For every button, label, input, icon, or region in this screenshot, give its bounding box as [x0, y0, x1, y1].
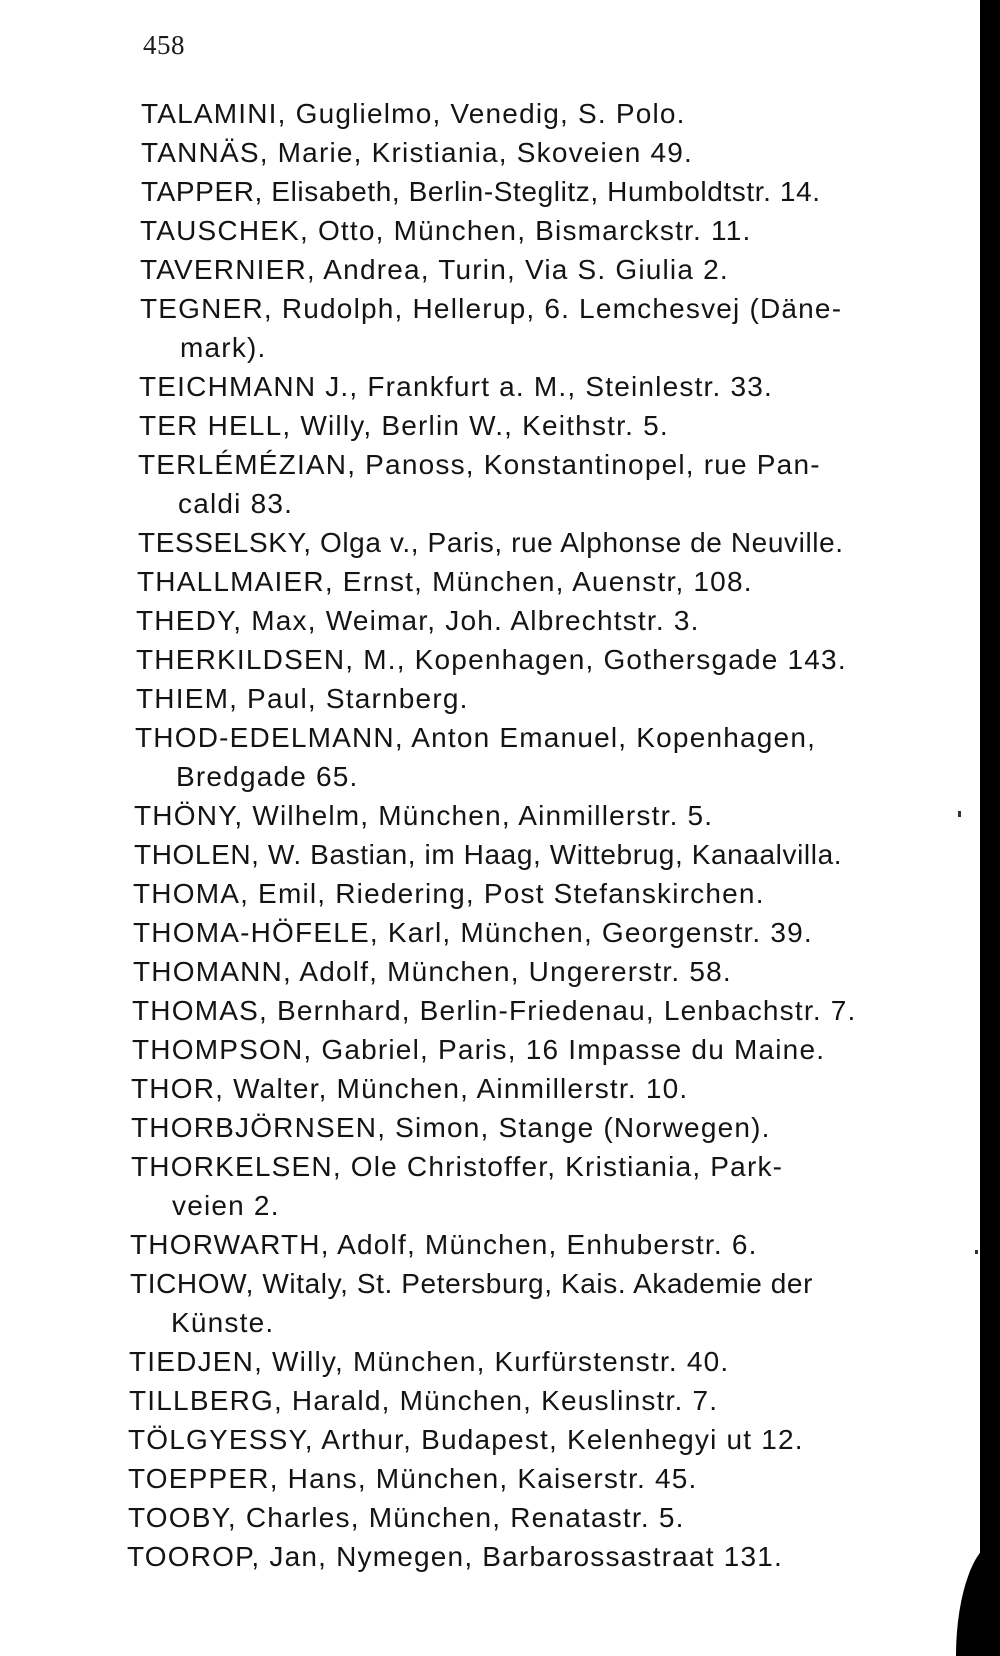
directory-entry: THOMANN, Adolf, München, Ungererstr. 58. [133, 956, 732, 987]
directory-entry: TALAMINI, Guglielmo, Venedig, S. Polo. [141, 98, 686, 129]
directory-entry: TÖLGYESSY, Arthur, Budapest, Kelenhegyi ut 12. [128, 1424, 804, 1455]
ink-speck [975, 1250, 978, 1254]
directory-entry: TEICHMANN J., Frankfurt a. M., Steinlestr. 33. [139, 371, 774, 402]
directory-entry: THORKELSEN, Ole Christoffer, Kristiania, Park- [131, 1151, 784, 1182]
ink-speck [958, 811, 961, 817]
directory-entry-continuation: mark). [180, 332, 267, 363]
directory-entry: TANNÄS, Marie, Kristiania, Skoveien 49. [141, 137, 694, 168]
directory-entry: THÖNY, Wilhelm, München, Ainmillerstr. 5. [134, 800, 714, 831]
directory-entry: THORWARTH, Adolf, München, Enhuberstr. 6. [130, 1229, 758, 1260]
directory-entry-continuation: Bredgade 65. [176, 761, 359, 792]
directory-entry: THOMA-HÖFELE, Karl, München, Georgenstr. 39. [133, 917, 813, 948]
directory-entry: TIEDJEN, Willy, München, Kurfürstenstr. 40. [129, 1346, 730, 1377]
directory-entry-continuation: Künste. [171, 1307, 275, 1338]
directory-entry: TOEPPER, Hans, München, Kaiserstr. 45. [128, 1463, 698, 1494]
directory-entry: THOD-EDELMANN, Anton Emanuel, Kopenhagen, [135, 722, 817, 753]
directory-entry: THOR, Walter, München, Ainmillerstr. 10. [131, 1073, 689, 1104]
directory-entry: THOMPSON, Gabriel, Paris, 16 Impasse du Maine. [132, 1034, 826, 1065]
directory-entry: THERKILDSEN, M., Kopenhagen, Gothersgade 143. [136, 644, 847, 675]
directory-entry: TOOBY, Charles, München, Renatastr. 5. [128, 1502, 685, 1533]
directory-entry: THOLEN, W. Bastian, im Haag, Wittebrug, Kanaalvilla. [134, 839, 843, 870]
directory-entry: TICHOW, Witaly, St. Petersburg, Kais. Akademie der [130, 1268, 814, 1299]
directory-entry: TESSELSKY, Olga v., Paris, rue Alphonse de Neuville. [138, 527, 844, 558]
directory-entry-continuation: veien 2. [172, 1190, 280, 1221]
directory-entry: TOOROP, Jan, Nymegen, Barbarossastraat 131. [127, 1541, 783, 1572]
directory-entry: THIEM, Paul, Starnberg. [136, 683, 469, 714]
directory-entry: TERLÉMÉZIAN, Panoss, Konstantinopel, rue Pan- [138, 449, 821, 480]
directory-entry: TAUSCHEK, Otto, München, Bismarckstr. 11. [140, 215, 752, 246]
directory-entry: TEGNER, Rudolph, Hellerup, 6. Lemchesvej (Däne- [140, 293, 843, 324]
directory-entry: TILLBERG, Harald, München, Keuslinstr. 7. [129, 1385, 719, 1416]
directory-entry-continuation: caldi 83. [178, 488, 294, 519]
directory-entry: THALLMAIER, Ernst, München, Auenstr, 108. [137, 566, 753, 597]
page-number: 458 [143, 30, 185, 60]
directory-entry: THOMA, Emil, Riedering, Post Stefanskirchen. [133, 878, 765, 909]
page-spine-shadow [980, 0, 1000, 1656]
directory-entry: THORBJÖRNSEN, Simon, Stange (Norwegen). [131, 1112, 771, 1143]
directory-entry: THEDY, Max, Weimar, Joh. Albrechtstr. 3. [136, 605, 700, 636]
directory-entry: TAVERNIER, Andrea, Turin, Via S. Giulia 2. [140, 254, 729, 285]
directory-entry: TER HELL, Willy, Berlin W., Keithstr. 5. [139, 410, 669, 441]
directory-entry: TAPPER, Elisabeth, Berlin-Steglitz, Humboldtstr. 14. [141, 176, 821, 207]
directory-entry: THOMAS, Bernhard, Berlin-Friedenau, Lenbachstr. 7. [132, 995, 857, 1026]
